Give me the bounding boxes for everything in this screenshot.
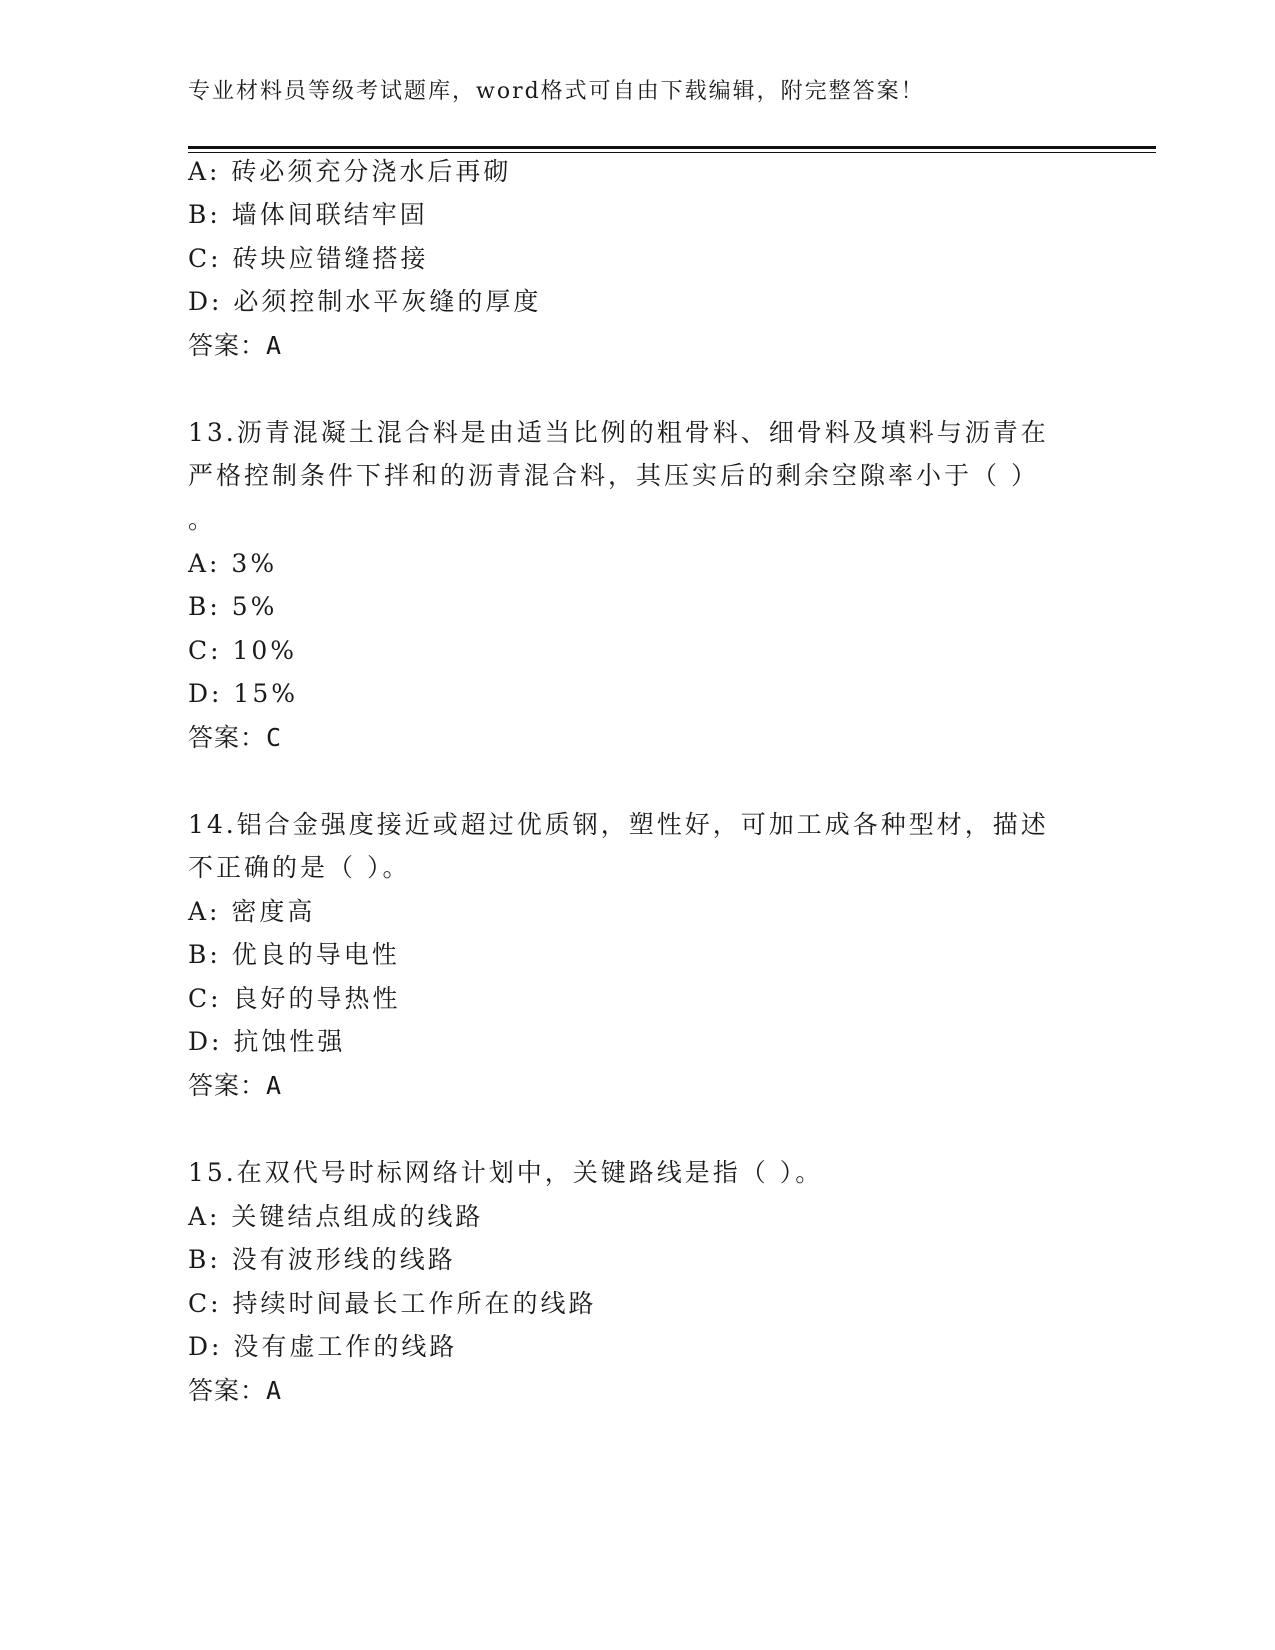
answer-value: C — [266, 723, 283, 752]
page-header: 专业材料员等级考试题库，word格式可自由下载编辑，附完整答案！ — [188, 79, 925, 104]
answer-value: A — [266, 331, 283, 360]
answer-label: 答案： — [188, 1071, 267, 1100]
q13-answer — [188, 723, 282, 753]
q15-option-c: C: 持续时间最长工作所在的线路 — [188, 1289, 597, 1318]
q12-option-d: D: 必须控制水平灰缝的厚度 — [188, 287, 542, 316]
q13-option-c: C: 10% — [188, 636, 298, 665]
header-rule-thin — [188, 152, 1156, 153]
q15-option-b: B: 没有波形线的线路 — [188, 1245, 456, 1274]
answer-label: 答案： — [188, 723, 267, 752]
q15-question-line-1: 15.在双代号时标网络计划中，关键路线是指（ ）。 — [188, 1158, 824, 1187]
q15-option-d: D: 没有虚工作的线路 — [188, 1332, 458, 1361]
q14-answer — [188, 1071, 282, 1101]
q13-option-b: B: 5% — [188, 592, 278, 621]
q15-answer — [188, 1376, 282, 1406]
q13-question-line-2: 严格控制条件下拌和的沥青混合料，其压实后的剩余空隙率小于（ ） — [188, 461, 1039, 490]
answer-value: A — [266, 1071, 283, 1100]
answer-value: A — [266, 1376, 283, 1405]
answer-label: 答案： — [188, 1376, 267, 1405]
q14-option-a: A: 密度高 — [188, 897, 316, 926]
q14-question-line-1: 14.铝合金强度接近或超过优质钢，塑性好，可加工成各种型材，描述 — [188, 810, 1049, 839]
header-rule-thick — [188, 146, 1156, 149]
q12-option-a: A: 砖必须充分浇水后再砌 — [188, 157, 512, 186]
q12-option-b: B: 墙体间联结牢固 — [188, 200, 428, 229]
q14-question-line-2: 不正确的是（ ）。 — [188, 853, 411, 882]
q13-option-a: A: 3% — [188, 549, 278, 578]
q15-option-a: A: 关键结点组成的线路 — [188, 1202, 484, 1231]
q14-option-b: B: 优良的导电性 — [188, 940, 400, 969]
q14-option-c: C: 良好的导热性 — [188, 984, 401, 1013]
answer-label: 答案： — [188, 331, 267, 360]
q13-question-line-1: 13.沥青混凝土混合料是由适当比例的粗骨料、细骨料及填料与沥青在 — [188, 418, 1049, 447]
q13-option-d: D: 15% — [188, 679, 298, 708]
q13-question-line-3: 。 — [188, 505, 217, 534]
q14-option-d: D: 抗蚀性强 — [188, 1027, 346, 1056]
q12-answer — [188, 331, 282, 361]
q12-option-c: C: 砖块应错缝搭接 — [188, 244, 429, 273]
